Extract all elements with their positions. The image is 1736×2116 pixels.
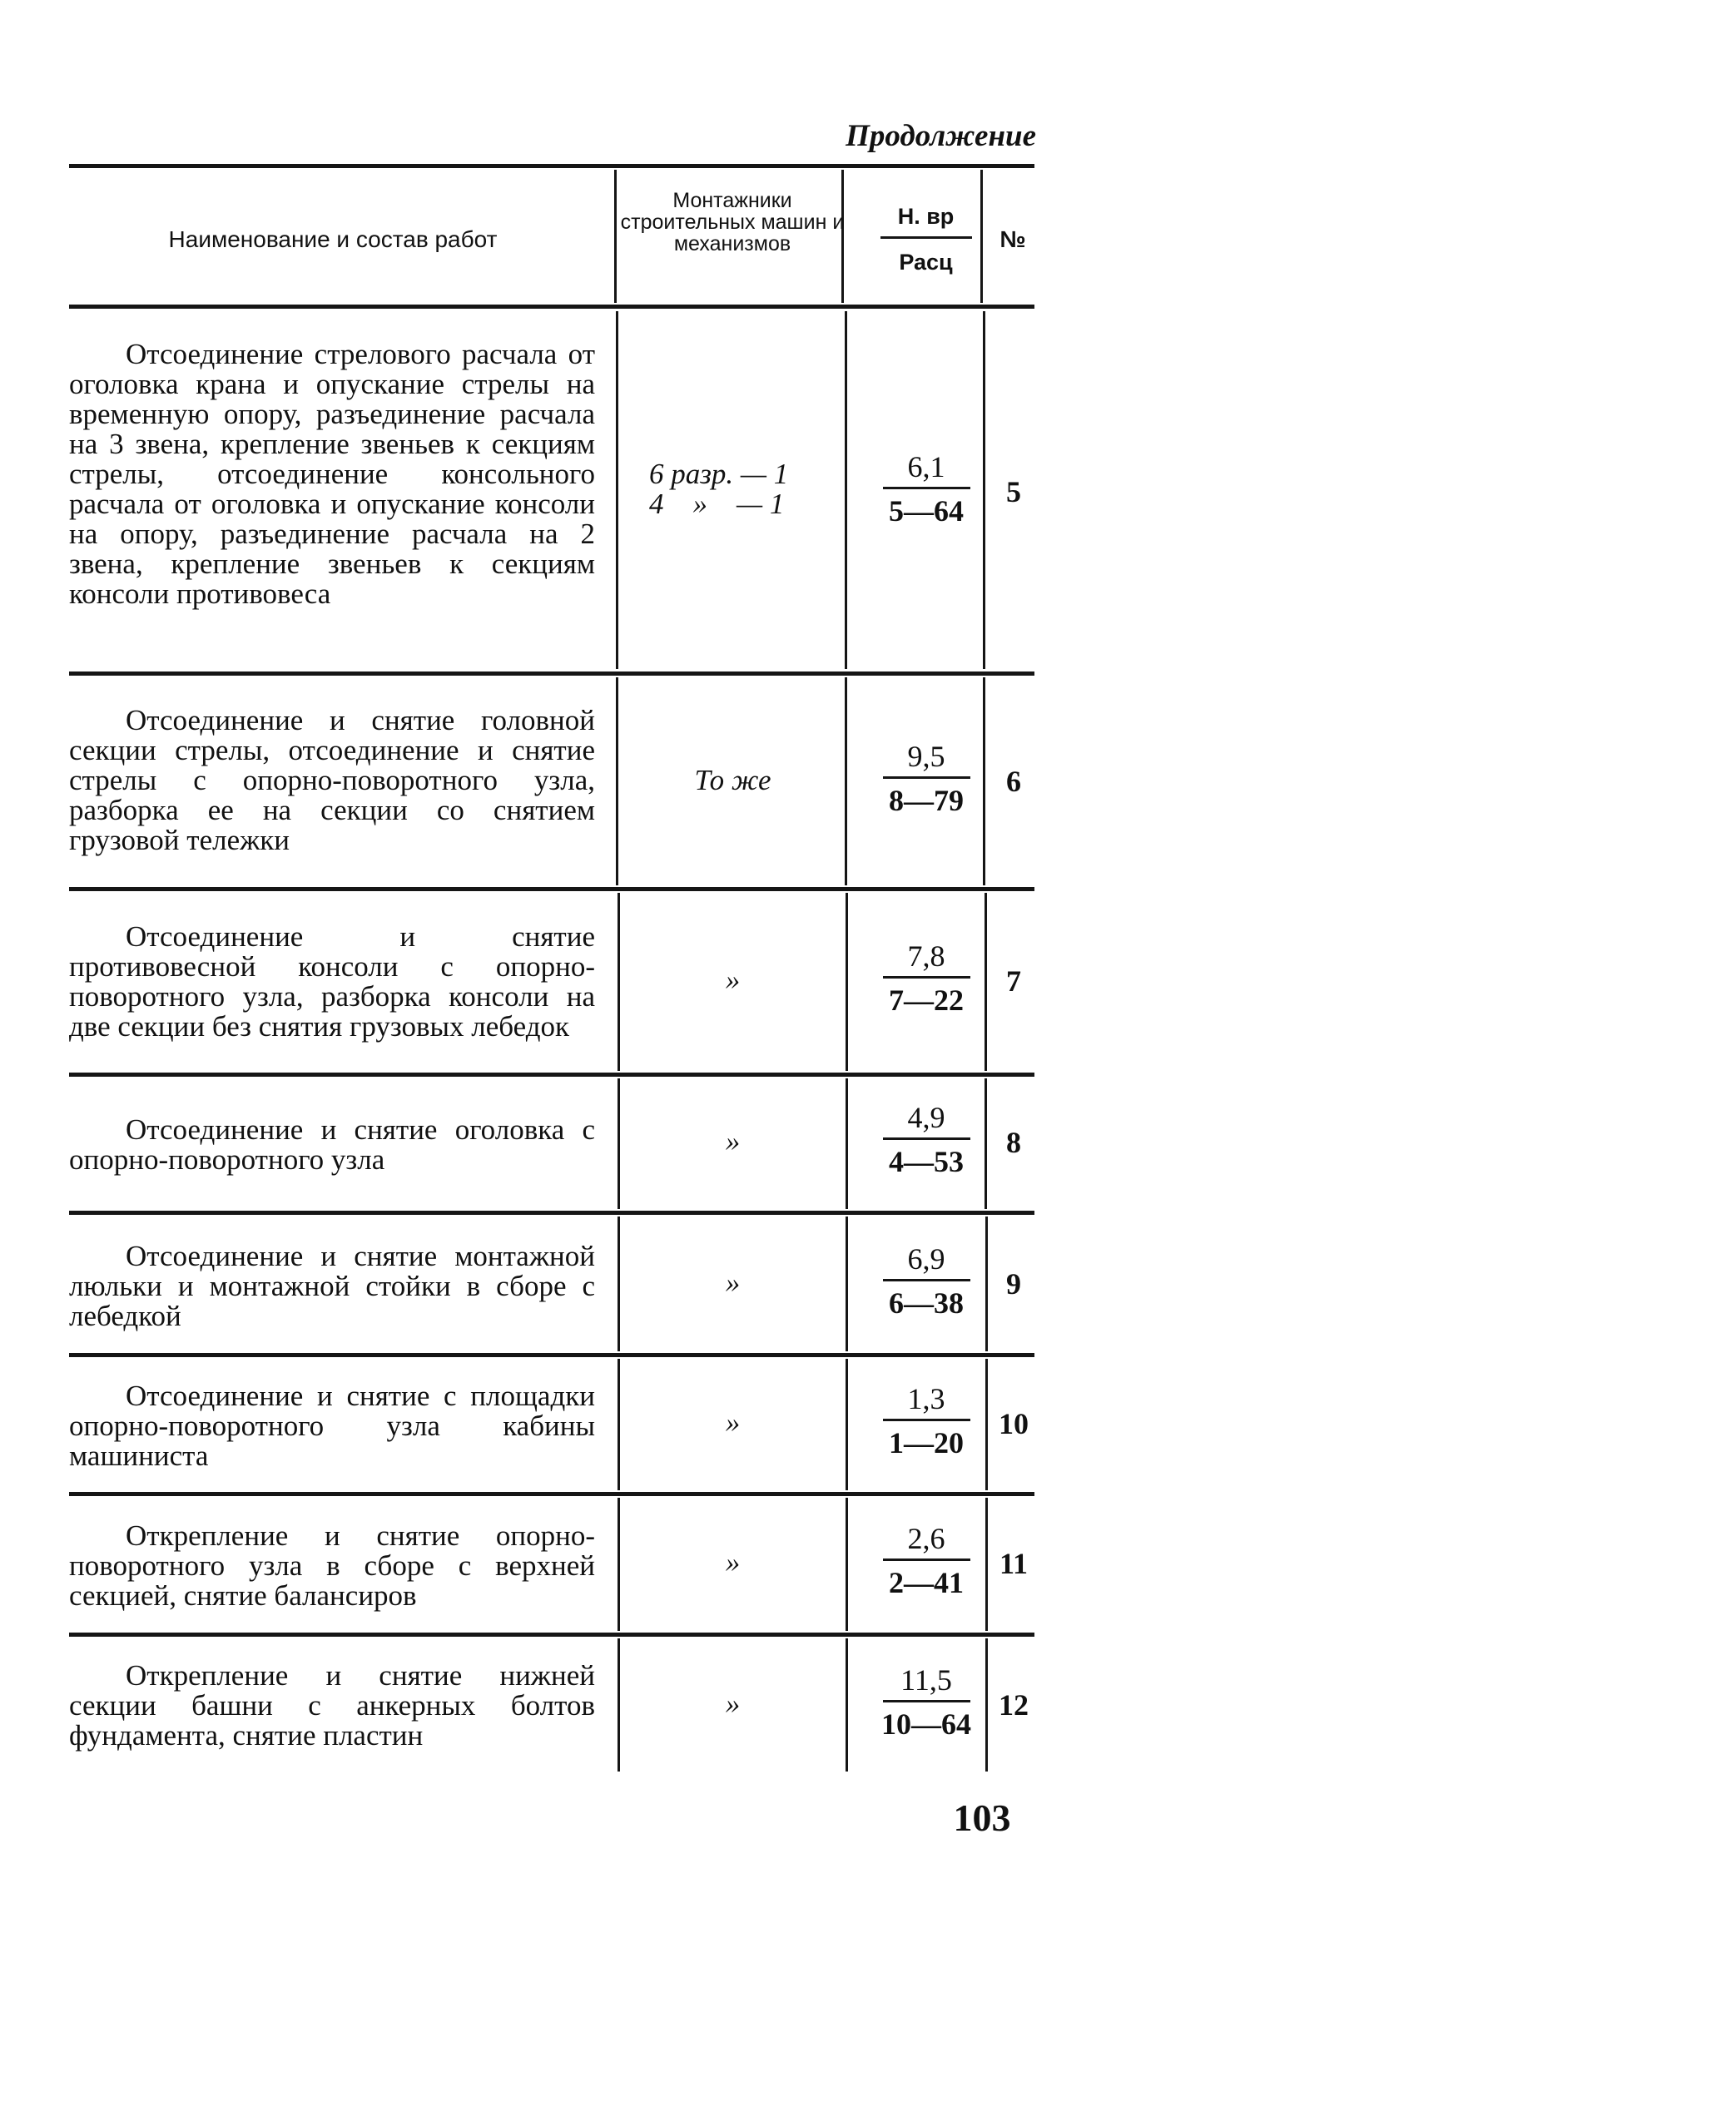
row-separator	[69, 1211, 1034, 1215]
column-divider	[845, 677, 847, 885]
column-divider	[618, 1638, 620, 1772]
row-description: Отсоединение и снятие противовесной консоли с опорно-поворотного узла, разборка консоли на две секции без снятия грузовых лебедок	[69, 920, 595, 1043]
row-workers: »	[725, 1406, 741, 1439]
row-description: Отсоединение и снятие монтажной люльки и монтажной стойки в сборе с лебедкой	[69, 1240, 595, 1332]
column-header-norm-time: Н. вр	[897, 204, 955, 229]
row-norm	[856, 939, 997, 1018]
rate: 7—22	[889, 984, 964, 1017]
row-separator	[69, 1073, 1034, 1077]
row-norm	[856, 1381, 997, 1460]
column-divider	[846, 893, 848, 1071]
column-header-rate: Расц	[899, 250, 953, 275]
fraction-bar	[883, 776, 970, 779]
row-norm	[856, 449, 997, 528]
row-description: Отсоединение и снятие головной секции стрелы, отсоединение и снятие стрелы с опорно-поворотного узла, разборка ее на секции со снятием грузовой тележки	[69, 704, 595, 856]
table-top-rule	[69, 164, 1034, 168]
row-workers: »	[725, 1546, 741, 1578]
rate: 1—20	[889, 1426, 964, 1459]
column-divider	[614, 170, 617, 303]
column-divider	[616, 311, 618, 669]
norm-time: 9,5	[907, 740, 945, 773]
row-separator	[69, 671, 1034, 676]
row-workers	[649, 459, 870, 519]
row-description: Отсоединение и снятие оголовка с опорно-поворотного узла	[69, 1113, 595, 1176]
column-header-norm	[857, 200, 994, 279]
row-norm	[856, 1100, 997, 1179]
fraction-bar	[883, 976, 970, 979]
fraction-bar	[883, 1279, 970, 1281]
row-workers: »	[725, 1266, 741, 1299]
norm-time: 2,6	[907, 1522, 945, 1555]
column-header-number: №	[999, 226, 1026, 252]
row-separator	[69, 1633, 1034, 1637]
row-number: 6	[1006, 765, 1021, 798]
row-number: 12	[999, 1688, 1029, 1722]
rate: 6—38	[889, 1286, 964, 1320]
row-norm	[856, 739, 997, 818]
row-number: 7	[1006, 964, 1021, 998]
row-number: 10	[999, 1407, 1029, 1440]
column-divider	[846, 1498, 848, 1631]
column-divider	[846, 1359, 848, 1490]
fraction-bar	[883, 1559, 970, 1561]
continuation-caption: Продолжение	[846, 119, 1036, 153]
row-description: Открепление и снятие нижней секции башни с анкерных болтов фундамента, снятие пластин	[69, 1659, 595, 1752]
column-divider	[616, 677, 618, 885]
norm-time: 7,8	[907, 939, 945, 973]
row-workers: То же	[694, 764, 771, 796]
rate: 4—53	[889, 1145, 964, 1178]
fraction-bar	[883, 487, 970, 489]
header-bottom-rule	[69, 305, 1034, 309]
fraction-bar	[883, 1700, 970, 1702]
row-workers: »	[725, 1125, 741, 1157]
norm-time: 6,9	[907, 1242, 945, 1276]
row-separator	[69, 1492, 1034, 1496]
norm-time: 6,1	[907, 450, 945, 483]
row-workers: »	[725, 964, 741, 996]
column-divider	[618, 1359, 620, 1490]
norm-time: 4,9	[907, 1101, 945, 1134]
rate: 8—79	[889, 784, 964, 817]
column-divider	[618, 893, 620, 1071]
column-divider	[618, 1078, 620, 1209]
row-norm	[856, 1521, 997, 1600]
row-separator	[69, 887, 1034, 891]
row-norm	[856, 1663, 997, 1742]
norm-time: 11,5	[900, 1663, 952, 1697]
column-divider	[846, 1078, 848, 1209]
row-description: Открепление и снятие опорно-поворотного узла в сборе с верхней секцией, снятие балансиров	[69, 1519, 595, 1612]
fraction-bar	[880, 236, 972, 239]
row-number: 5	[1006, 475, 1021, 508]
column-divider	[846, 1638, 848, 1772]
rate: 10—64	[881, 1707, 971, 1741]
page-number: 103	[953, 1796, 1011, 1839]
column-header-name: Наименование и состав работ	[168, 226, 498, 252]
row-description: Отсоединение стрелового расчала от оголовка крана и опускание стрелы на временную опору, разъединение расчала на 3 звена, крепление звеньев к секциям стрелы, отсоединение консольного расчала от оголовка и опускание консоли на опору, разъединение расчала на 2 звена, крепление звеньев к секциям консоли противовеса	[69, 338, 595, 610]
row-workers: »	[725, 1687, 741, 1720]
row-workers-line: 6 разр. — 1	[649, 458, 789, 490]
fraction-bar	[883, 1419, 970, 1421]
column-header-workers: Монтажники строительных машин и механизмов	[620, 189, 845, 255]
rate: 5—64	[889, 494, 964, 528]
row-norm	[856, 1241, 997, 1321]
row-separator	[69, 1353, 1034, 1357]
row-number: 9	[1006, 1267, 1021, 1301]
row-description: Отсоединение и снятие с площадки опорно-поворотного узла кабины машиниста	[69, 1380, 595, 1472]
fraction-bar	[883, 1137, 970, 1140]
row-number: 11	[999, 1547, 1028, 1580]
column-divider	[846, 1217, 848, 1351]
rate: 2—41	[889, 1566, 964, 1599]
row-workers-line: 4 » — 1	[649, 488, 785, 520]
row-number: 8	[1006, 1126, 1021, 1159]
norm-time: 1,3	[907, 1382, 945, 1415]
column-divider	[618, 1217, 620, 1351]
column-divider	[618, 1498, 620, 1631]
